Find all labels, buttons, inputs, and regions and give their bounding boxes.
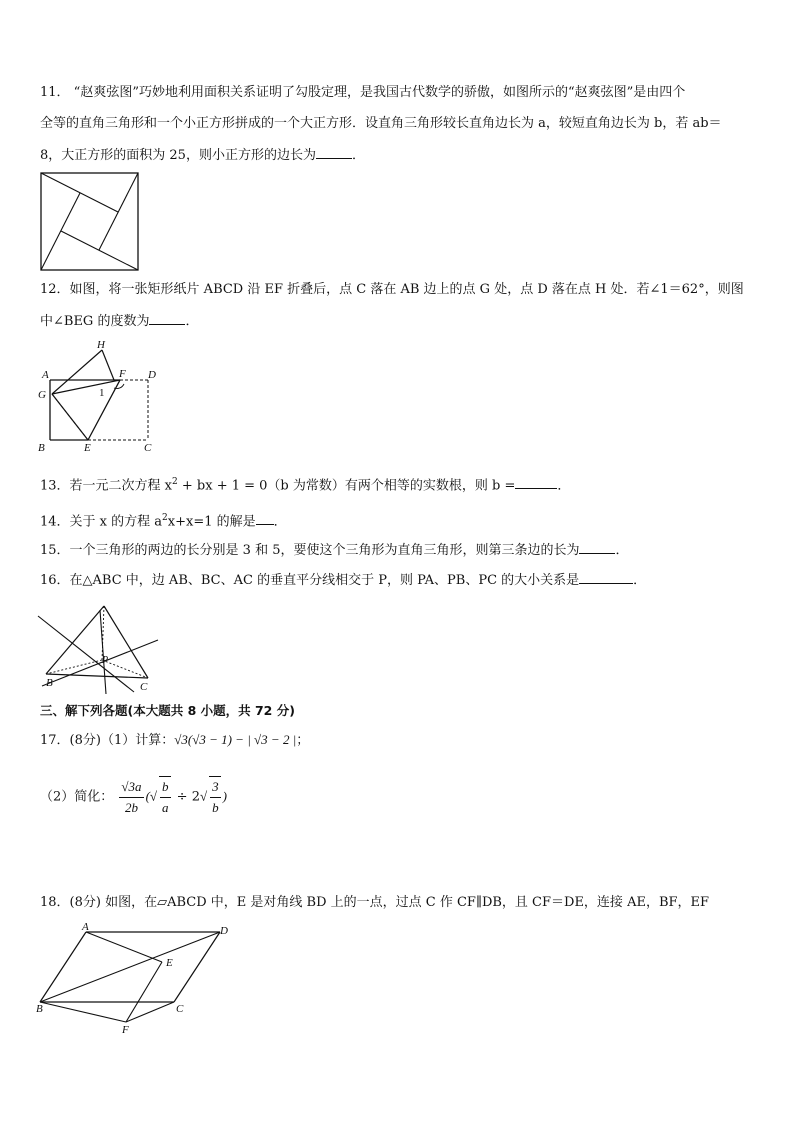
q16-text-end: ． <box>633 573 647 588</box>
q18-line: 18．(8分) 如图，在▱ABCD 中，E 是对角线 BD 上的一点，过点 C 作 CF∥DB，且 CF＝DE，连接 AE，BF，EF <box>40 895 710 910</box>
q15-line <box>40 541 629 560</box>
q17-sqrt-b-den: a <box>162 800 169 815</box>
q17-part2-label: （2）简化： <box>40 789 114 805</box>
q11-line2: 全等的直角三角形和一个小正方形拼成的一个大正方形．设直角三角形较长直角边长为 a，较短直角边长为 b，若 ab＝ <box>40 116 722 131</box>
q17-close-paren: ) <box>222 788 227 804</box>
q18-label-D: D <box>220 925 228 937</box>
q12-line2-end: ． <box>185 314 199 329</box>
q17-part1 <box>40 731 309 750</box>
q18-label-B: B <box>36 1003 43 1015</box>
q15-text-end: ． <box>615 543 629 558</box>
q16-text: 16．在△ABC 中，边 AB、BC、AC 的垂直平分线相交于 P，则 PA、PB、PC 的大小关系是 <box>40 573 580 588</box>
q17-sqrt-3-over-b <box>209 776 221 818</box>
q17-part1-end: ； <box>296 733 310 748</box>
q12-label-H: H <box>97 339 105 351</box>
q12-line1: 12．如图，将一张矩形纸片 ABCD 沿 EF 折叠后，点 C 落在 AB 边上的点 G 处，点 D 落在点 H 处．若∠1＝62°，则图 <box>40 282 744 297</box>
q14-text-mid: x+x=1 的解是 <box>167 514 256 530</box>
q14-line <box>40 509 287 531</box>
q12-line2 <box>40 312 198 331</box>
q11-line3 <box>40 146 365 165</box>
q11-line3-end: ． <box>351 148 365 163</box>
q14-answer-blank <box>256 512 274 525</box>
q16-label-C: C <box>140 681 148 693</box>
q15-answer-blank <box>579 541 615 554</box>
q17-frac-numerator: √3a <box>119 777 143 798</box>
q12-label-E: E <box>84 442 91 454</box>
q17-sqrt-3-den: b <box>212 800 219 815</box>
q13-text-mid: + bx + 1 = 0（b 为常数）有两个相等的实数根，则 b = <box>177 478 516 494</box>
q15-text: 15．一个三角形的两边的长分别是 3 和 5，要使这个三角形为直角三角形，则第三条边的长为 <box>40 543 580 558</box>
q11-answer-blank <box>316 146 352 159</box>
q18-label-E: E <box>166 957 173 969</box>
q12-label-D: D <box>148 369 156 381</box>
q14-text-pre: 14．关于 x 的方程 a <box>40 514 163 530</box>
parallelogram-figure <box>34 920 234 1040</box>
q17-operator: ÷ 2 <box>172 789 200 805</box>
q17-sqrt-b-over-a <box>159 776 171 818</box>
q16-line <box>40 571 646 590</box>
q17-open-paren: ( <box>145 788 150 804</box>
q18-label-C: C <box>176 1003 184 1015</box>
section-heading: 三、解下列各题(本大题共 8 小题，共 72 分) <box>40 703 295 718</box>
q13-answer-blank <box>515 476 557 489</box>
q13-text-end: ． <box>557 478 571 494</box>
q11-line3-text: 8，大正方形的面积为 25，则小正方形的边长为 <box>40 148 316 163</box>
q14-text-end: ． <box>273 514 287 530</box>
q13-line <box>40 473 570 495</box>
perpendicular-bisector-figure <box>36 600 166 700</box>
q16-label-B: B <box>46 677 53 689</box>
q12-label-B: B <box>38 442 45 454</box>
q18-label-A: A <box>82 921 89 933</box>
zhao-shuang-figure <box>40 172 140 272</box>
q17-part2: （2）简化： $\frac{√3a}{2b}$ (√ $\frac{b}{a}$ ÷ 2√ $\frac{3}{b}$ ) <box>40 776 227 818</box>
q14-exponent: 2 <box>162 513 168 523</box>
q17-frac-denominator: 2b <box>124 799 138 815</box>
q12-label-1: 1 <box>99 387 105 399</box>
q17-sqrt-b-num: b <box>160 777 171 798</box>
q12-label-C: C <box>144 442 152 454</box>
fold-rectangle-figure <box>34 336 164 456</box>
q11-line1: 11． “赵爽弦图”巧妙地利用面积关系证明了勾股定理，是我国古代数学的骄傲，如图所示的“赵爽弦图”是由四个 <box>40 85 686 100</box>
q12-label-G: G <box>38 389 46 401</box>
q17-sqrt-3-num: 3 <box>210 777 221 798</box>
q16-label-P: P <box>102 655 109 666</box>
q12-label-A: A <box>42 369 49 381</box>
q18-label-F: F <box>122 1024 129 1036</box>
q17-fraction <box>119 777 143 818</box>
q12-line2-text: 中∠BEG 的度数为 <box>40 314 150 329</box>
q13-exponent: 2 <box>172 477 178 487</box>
q17-part1-label: 17．(8分)（1）计算： <box>40 733 175 748</box>
q16-answer-blank <box>579 571 633 584</box>
q13-text-pre: 13．若一元二次方程 x <box>40 478 173 494</box>
q17-part1-expression: √3(√3 − 1) − | √3 − 2 | <box>174 732 297 747</box>
q12-answer-blank <box>149 312 185 325</box>
q12-label-F: F <box>119 368 126 380</box>
